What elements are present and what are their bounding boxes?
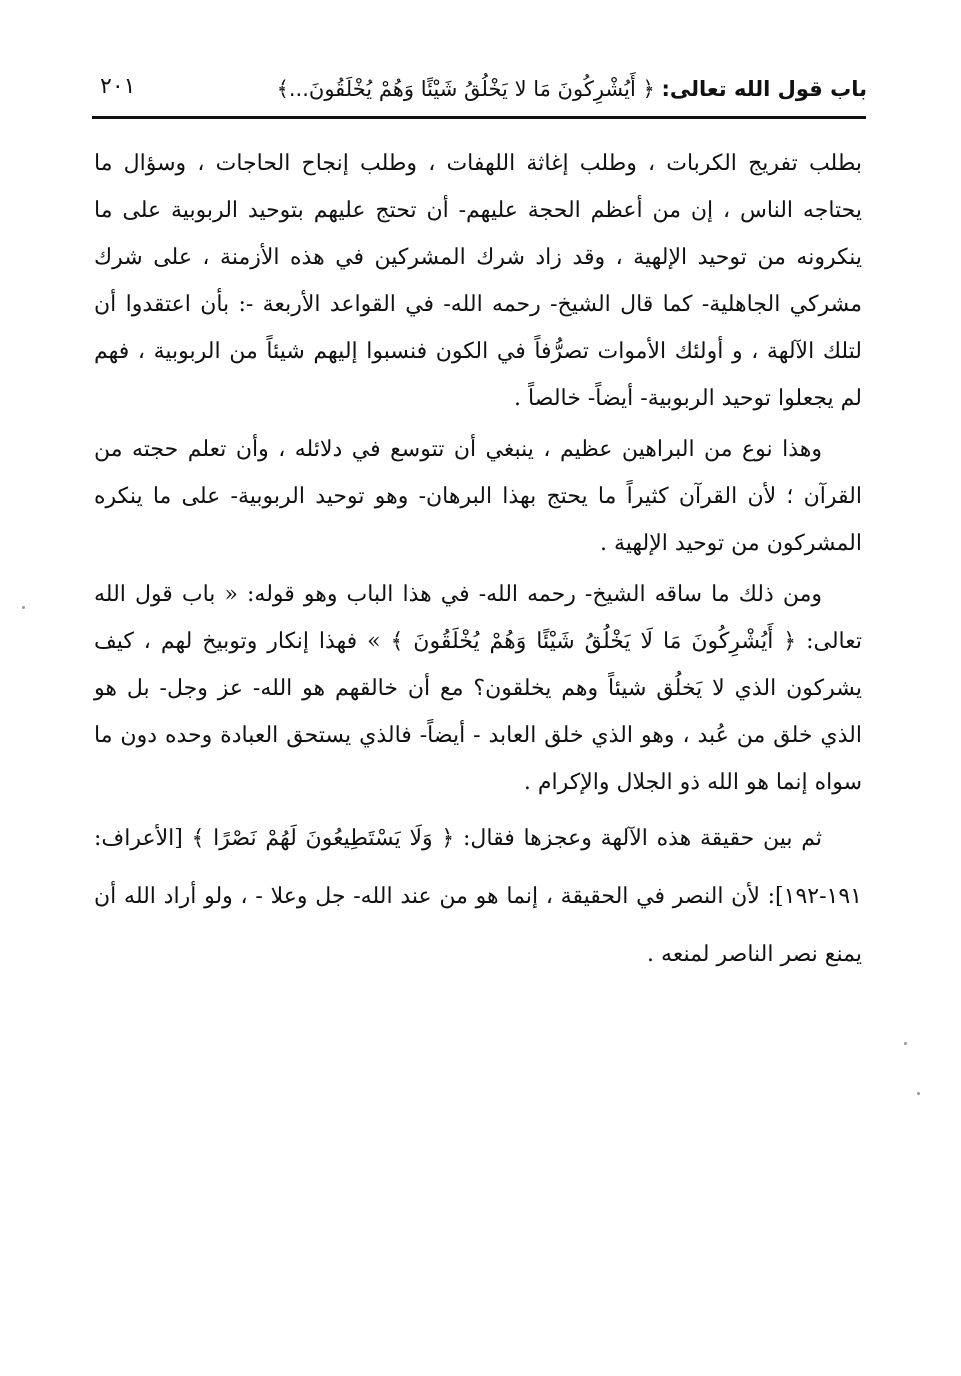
running-header (92, 66, 867, 114)
header-divider (92, 116, 866, 119)
page-number: ٢٠١ (100, 74, 136, 99)
main-text (94, 140, 862, 984)
chapter-title-lead: باب قول الله تعالى: (661, 77, 867, 101)
scan-speck (904, 1042, 907, 1045)
scan-speck (22, 606, 25, 609)
paragraph: ثم بين حقيقة هذه الآلهة وعجزها فقال: ﴿ وَلَا يَسْتَطِيعُونَ لَهُمْ نَصْرًا ﴾ [الأعراف: ١٩١-١٩٢]: لأن النصر في الحقيقة ، إنما هو من عند الله- جل وعلا - ، ولو أراد الله أن يمنع نصر الناصر لمنعه . (94, 826, 862, 967)
scan-speck (917, 1092, 920, 1095)
paragraph: ومن ذلك ما ساقه الشيخ- رحمه الله- في هذا الباب وهو قوله: « باب قول الله تعالى: ﴿ أَيُشْرِكُونَ مَا لَا يَخْلُقُ شَيْئًا وَهُمْ يُخْلَقُونَ ﴾ » فهذا إنكار وتوبيخ لهم ، كيف يشركون الذي لا يَخلُق شيئاً وهم يخلقون؟ مع أن خالقهم هو الله- عز وجل- بل هو الذي خلق من عُبد ، وهو الذي خلق العابد - أيضاً- فالذي يستحق العبادة وحده دون ما سواه إنما هو الله ذو الجلال والإكرام . (94, 582, 862, 795)
paragraph: بطلب تفريج الكربات ، وطلب إغاثة اللهفات ، وطلب إنجاح الحاجات ، وسؤال ما يحتاجه الناس ، إن من أعظم الحجة عليهم- أن تحتج عليهم بتوحيد الربوبية على ما ينكرونه من توحيد الإلهية ، وقد زاد شرك المشركين في هذه الأزمنة ، على شرك مشركي الجاهلية- كما قال الشيخ- رحمه الله- في القواعد الأربعة -: بأن اعتقدوا أن لتلك الآلهة ، و أولئك الأموات تصرُّفاً في الكون فنسبوا إليهم شيئاً من الربوبية ، فهم لم يجعلوا توحيد الربوبية- أيضاً- خالصاً . (94, 151, 862, 411)
paragraph: وهذا نوع من البراهين عظيم ، ينبغي أن تتوسع في دلائله ، وأن تعلم حجته من القرآن ؛ لأن القرآن كثيراً ما يحتج بهذا البرهان- وهو توحيد الربوبية- على ما ينكره المشركون من توحيد الإلهية . (94, 437, 862, 556)
chapter-title-verse: ﴿ أَيُشْرِكُونَ مَا لا يَخْلُقُ شَيْئًا وَهُمْ يُخْلَقُونَ...﴾ (276, 77, 655, 101)
chapter-title (277, 72, 867, 106)
